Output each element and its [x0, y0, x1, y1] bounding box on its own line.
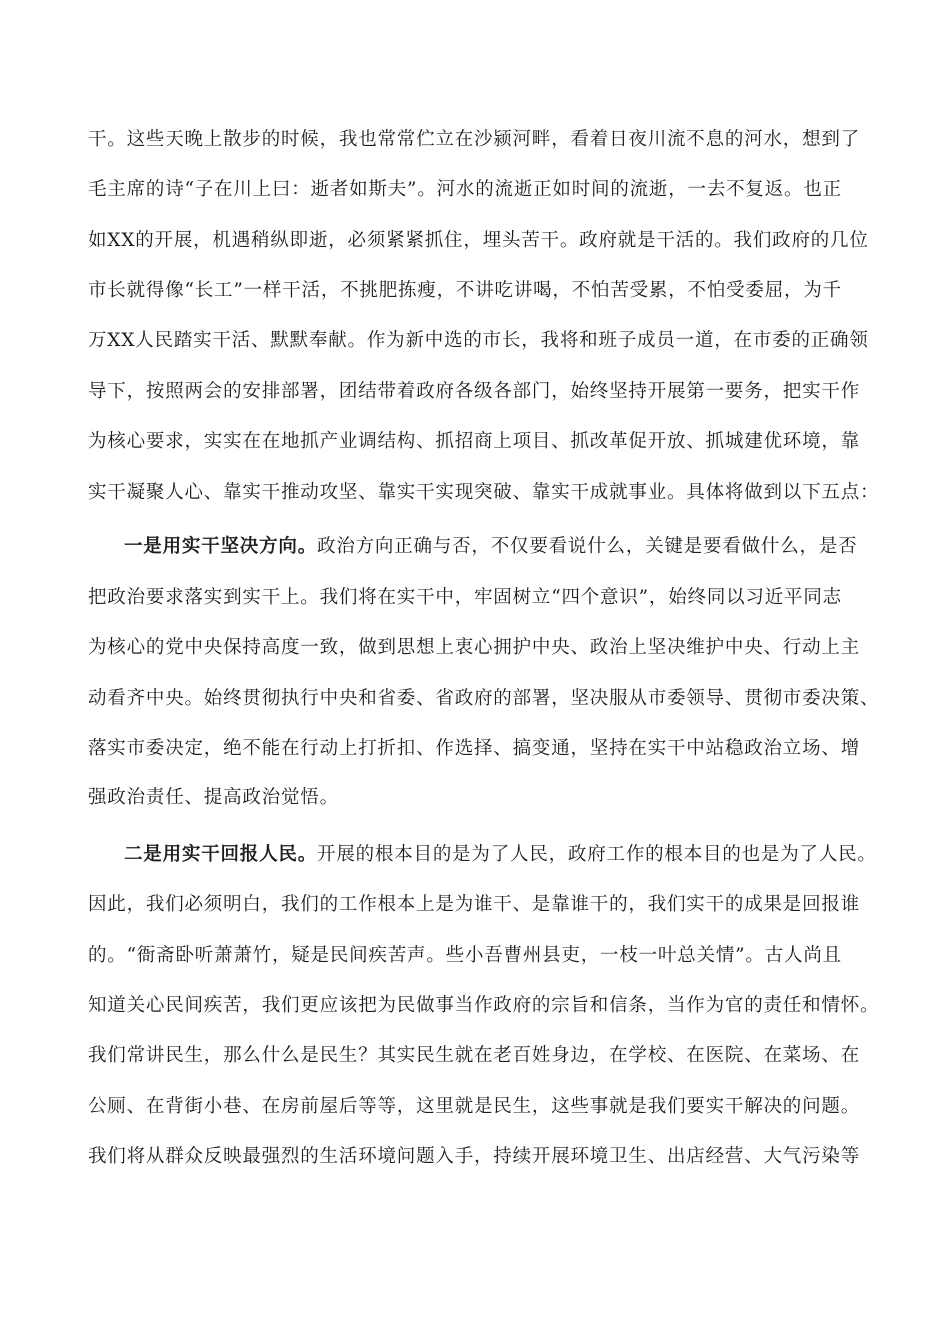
text-line: 我们常讲民生，那么什么是民生？其实民生就在老百姓身边，在学校、在医院、在菜场、在: [88, 1045, 861, 1066]
text-span: 政治方向正确与否，不仅要看说什么，关键是要看做什么，是否: [317, 536, 858, 557]
text-line: 万XX人民踏实干活、默默奉献。作为新中选的市长，我将和班子成员一道，在市委的正确领: [88, 330, 869, 351]
text-line: 为核心的党中央保持高度一致，做到思想上衷心拥护中央、政治上坚决维护中央、行动上主: [88, 637, 861, 658]
text-span: 开展的根本目的是为了人民，政府工作的根本目的也是为了人民。: [317, 844, 877, 865]
paragraph-first-line: [124, 843, 877, 867]
paragraph-heading: 一是用实干坚决方向。: [124, 536, 318, 557]
text-line: 强政治责任、提高政治觉悟。: [88, 787, 339, 808]
paragraph-first-line: [124, 535, 857, 559]
text-line: 知道关心民间疾苦，我们更应该把为民做事当作政府的宗旨和信条，当作为官的责任和情怀。: [88, 995, 880, 1016]
text-line: 公厕、在背街小巷、在房前屋后等等，这里就是民生，这些事就是我们要实干解决的问题。: [88, 1096, 861, 1117]
text-line: 的。“衙斋卧听萧萧竹，疑是民间疾苦声。些小吾曹州县吏，一枝一叶总关情”。古人尚且: [88, 945, 842, 966]
text-line: 因此，我们必须明白，我们的工作根本上是为谁干、是靠谁干的，我们实干的成果是回报谁: [88, 894, 861, 915]
text-line: 如XX的开展，机遇稍纵即逝，必须紧紧抓住，埋头苦干。政府就是干活的。我们政府的几位: [88, 230, 869, 251]
text-line: 动看齐中央。始终贯彻执行中央和省委、省政府的部署，坚决服从市委领导、贯彻市委决策、: [88, 688, 880, 709]
text-line: 干。这些天晚上散步的时候，我也常常伫立在沙颍河畔，看着日夜川流不息的河水，想到了: [88, 129, 861, 150]
text-line: 市长就得像“长工”一样干活，不挑肥拣瘦，不讲吃讲喝，不怕苦受累，不怕受委屈，为千: [88, 280, 842, 301]
text-line: 落实市委决定，绝不能在行动上打折扣、作选择、搞变通，坚持在实干中站稳政治立场、增: [88, 738, 861, 759]
text-line: 为核心要求，实实在在地抓产业调结构、抓招商上项目、抓改革促开放、抓城建优环境，靠: [88, 431, 861, 452]
paragraph-heading: 二是用实干回报人民。: [124, 844, 318, 865]
text-line: 导下，按照两会的安排部署，团结带着政府各级各部门，始终坚持开展第一要务，把实干作: [88, 381, 861, 402]
text-line: 我们将从群众反映最强烈的生活环境问题入手，持续开展环境卫生、出店经营、大气污染等: [88, 1146, 861, 1167]
text-line: 把政治要求落实到实干上。我们将在实干中，牢固树立“四个意识”，始终同以习近平同志: [88, 587, 842, 608]
text-line: 毛主席的诗“子在川上曰：逝者如斯夫”。河水的流逝正如时间的流逝，一去不复返。也正: [88, 179, 842, 200]
text-line: 实干凝聚人心、靠实干推动攻坚、靠实干实现突破、靠实干成就事业。具体将做到以下五点：: [88, 482, 880, 503]
